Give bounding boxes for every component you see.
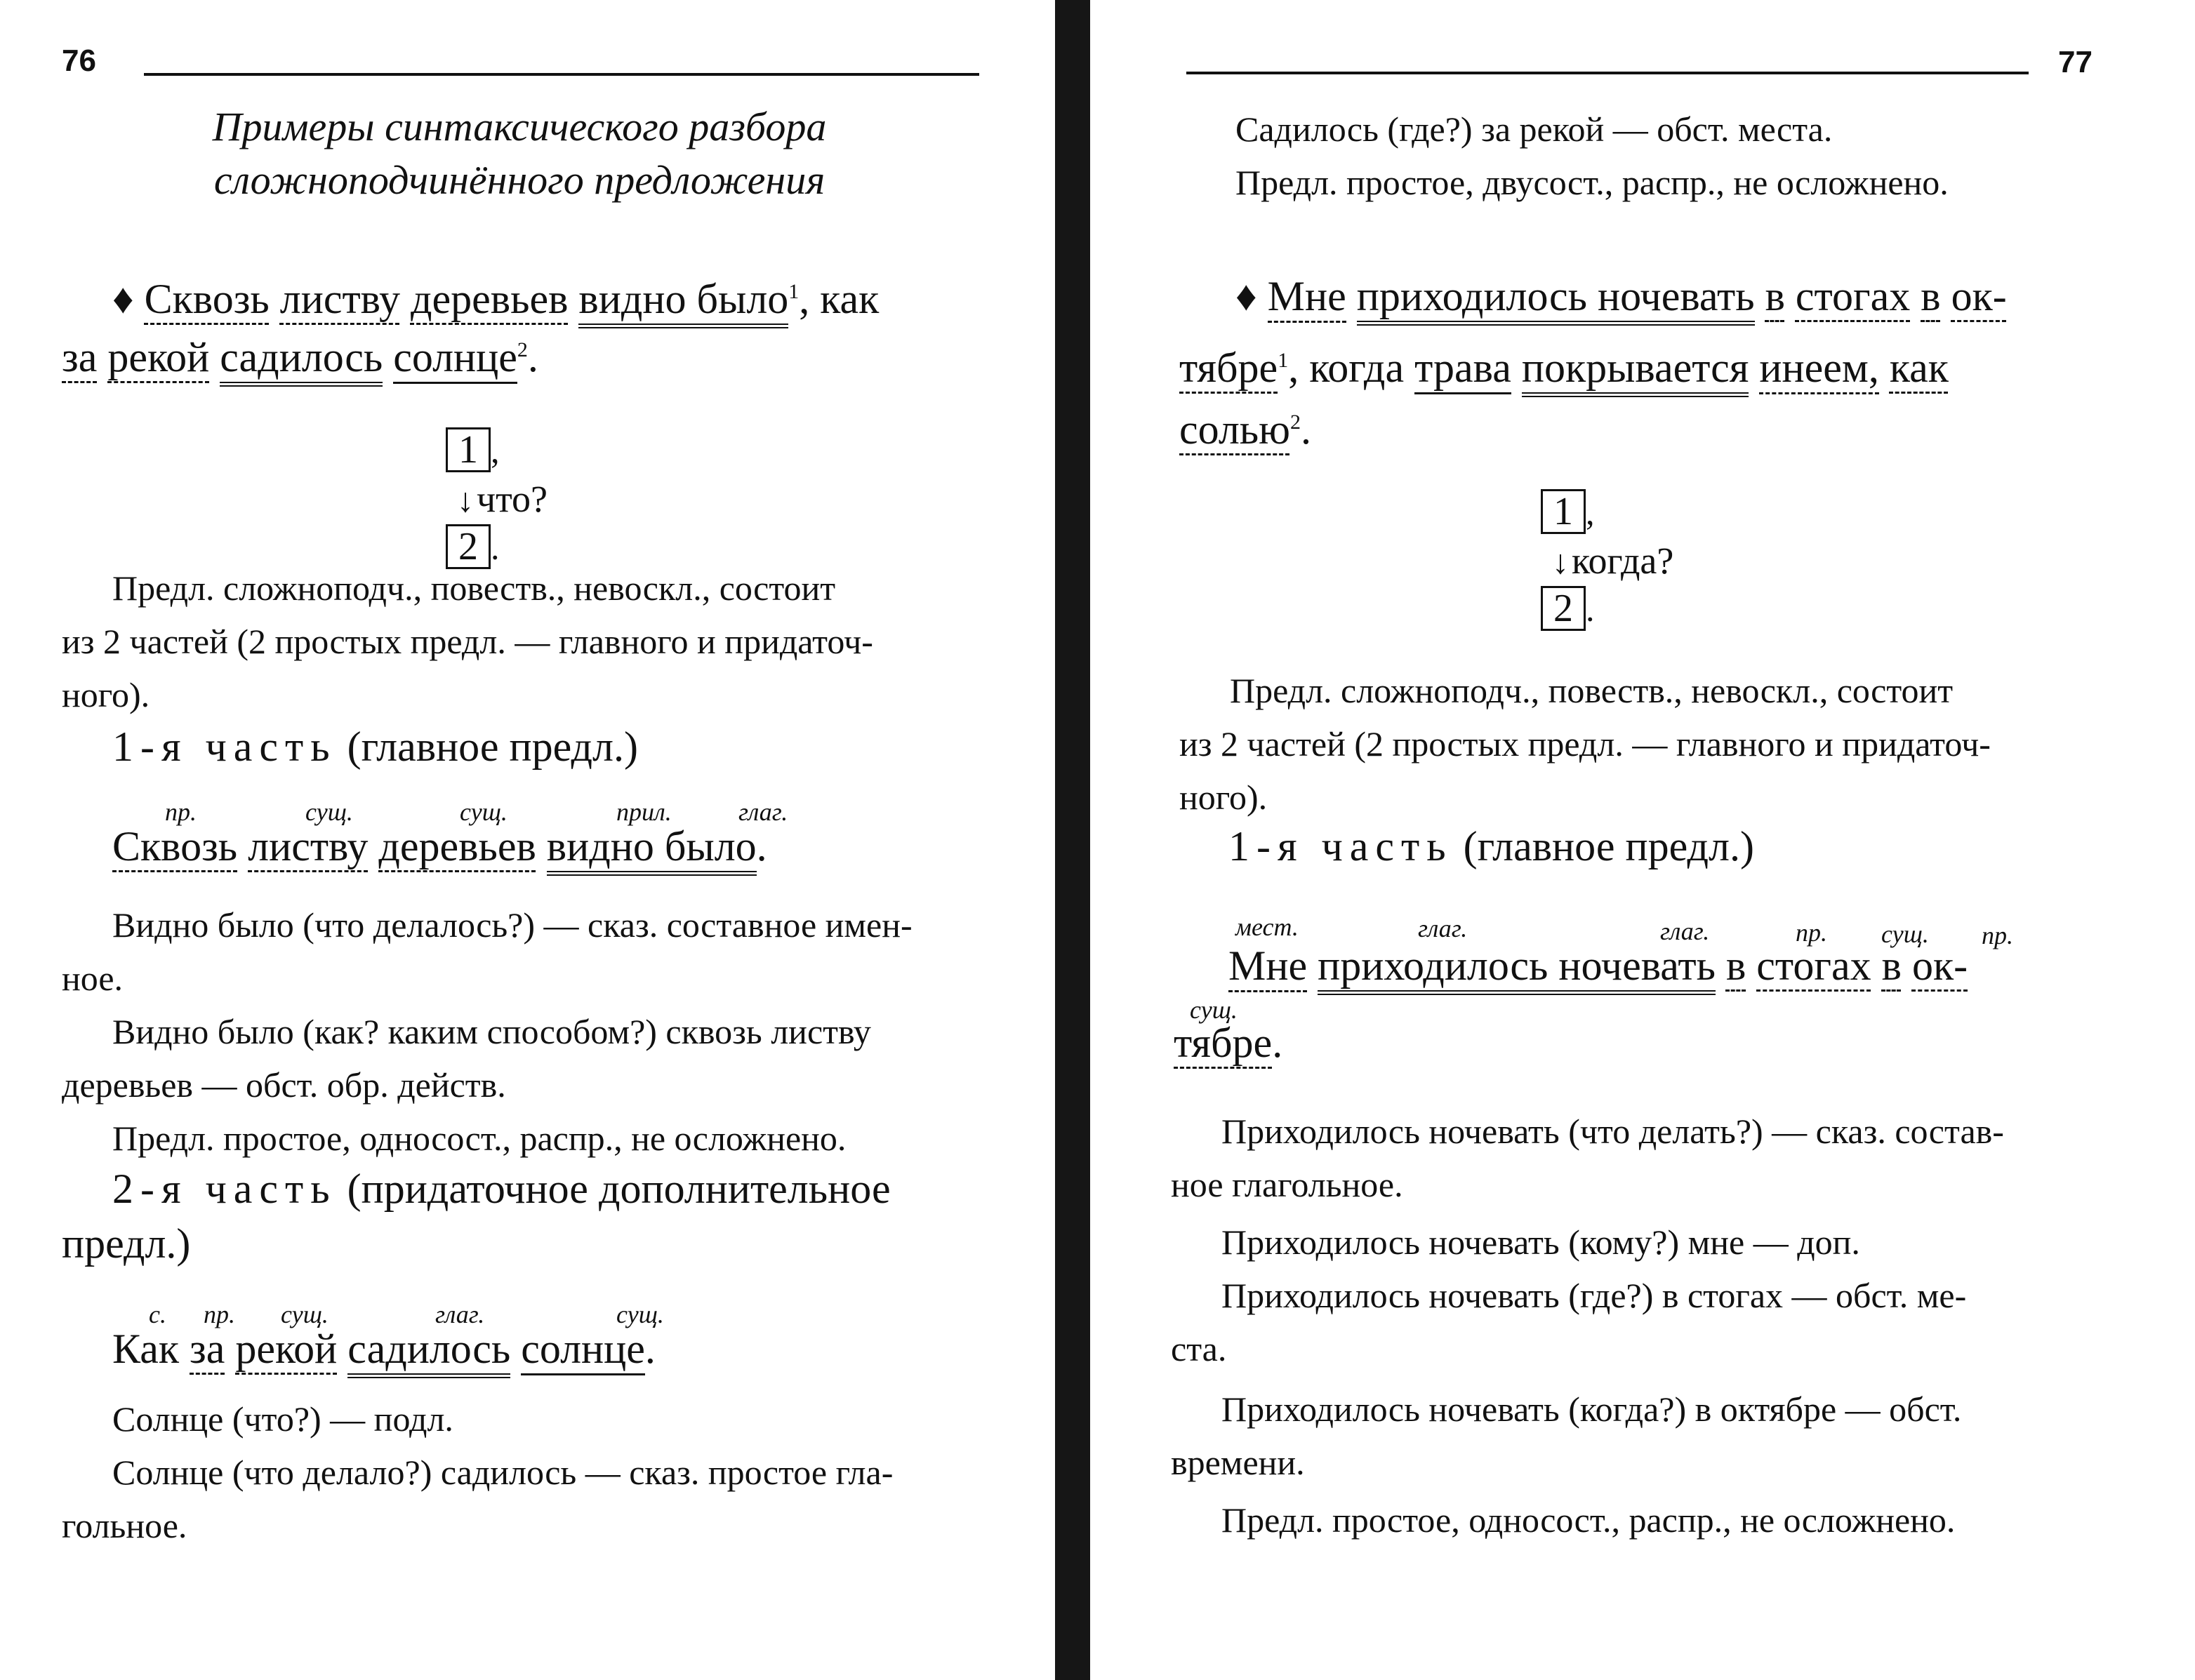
continuation-block [1235, 102, 1949, 209]
predicate: видно было [547, 823, 757, 876]
predicate: приходилось ночевать [1357, 273, 1755, 326]
text-line: Видно было (как? каким способом?) сквозь листву [112, 1012, 871, 1051]
footnote-mark: 1 [1278, 349, 1289, 372]
clause-box: 1 [446, 427, 491, 472]
text-line: из 2 частей (2 простых предл. — главного и придаточ- [62, 622, 873, 661]
text-line: ста. [1171, 1329, 1227, 1368]
text-line: Предл. простое, односост., распр., не осложнено. [112, 1119, 847, 1158]
text-line: Приходилось ночевать (кому?) мне — доп. [1221, 1222, 1860, 1262]
footnote-mark: 2 [1289, 411, 1301, 434]
word: как [1889, 345, 1949, 391]
punct: , [1586, 493, 1595, 532]
word: ок- [1911, 942, 1968, 989]
analysis-block [1171, 1105, 2004, 1547]
object: инеем, [1759, 345, 1878, 394]
word: рекой [107, 334, 210, 380]
word: , как [799, 276, 880, 322]
scheme-diagram [446, 424, 548, 574]
word: Сквозь [144, 276, 270, 322]
word: солью [1179, 406, 1290, 453]
word: стогах [1756, 942, 1871, 989]
text-line: ное. [62, 959, 124, 998]
predicate: покрывается [1522, 345, 1749, 397]
text-line: Предл. сложноподч., повеств., невоскл., состоит [112, 568, 836, 608]
punct: , [491, 431, 500, 470]
word: листву [248, 823, 369, 869]
text-line: деревьев — обст. обр. действ. [62, 1065, 506, 1105]
analysis-block [62, 1392, 893, 1552]
predicate: приходилось ночевать [1318, 942, 1716, 995]
word: Как [112, 1326, 180, 1372]
punct: . [1586, 589, 1595, 629]
title-line: сложноподчинённого предложения [213, 157, 825, 203]
text-line: ного). [62, 675, 150, 714]
word: в [1921, 273, 1941, 319]
description-block [62, 561, 873, 721]
scheme-diagram [1541, 486, 1673, 636]
text-line: Приходилось ночевать (что делать?) — сказ. состав- [1221, 1112, 2004, 1151]
heading-spaced: 1-я часть [1228, 823, 1453, 869]
word: за [62, 334, 98, 380]
text-line: Предл. простое, двусост., распр., не осложнено. [1235, 163, 1949, 202]
heading-rest: (главное предл.) [347, 724, 638, 770]
bullet-icon: ♦ [1235, 273, 1257, 319]
pos-label: пр. [165, 798, 197, 826]
word: за [190, 1326, 225, 1372]
footnote-mark: 2 [517, 338, 528, 361]
pos-label: пр. [1982, 921, 2013, 949]
text-line: из 2 частей (2 простых предл. — главного и придаточ- [1179, 724, 1991, 764]
clause-box: 2 [1541, 586, 1586, 631]
example-sentence-1 [112, 275, 879, 324]
pos-label: сущ. [1190, 996, 1238, 1024]
text-line: гольное. [62, 1506, 187, 1545]
punct: . [491, 528, 500, 567]
arrow-down-icon: ↓ [457, 482, 474, 519]
pos-label: сущ. [281, 1300, 329, 1328]
clause-box: 2 [446, 524, 491, 569]
right-page [1095, 0, 2195, 1680]
word: , когда [1288, 345, 1405, 391]
pos-label: сущ. [616, 1300, 664, 1328]
text-line: Солнце (что делало?) садилось — сказ. простое гла- [112, 1453, 894, 1492]
text-line: Садилось (где?) за рекой — обст. места. [1235, 109, 1833, 149]
part-heading [112, 723, 638, 771]
word: листву [279, 276, 400, 322]
text-line: времени. [1171, 1443, 1305, 1482]
predicate: садилось [347, 1326, 510, 1378]
example-sentence-2-line2 [1179, 344, 1949, 392]
pos-label: глаг. [435, 1300, 485, 1328]
word: тябре [1174, 1020, 1273, 1066]
example-sentence-1-line2 [62, 333, 538, 382]
pos-label: сущ. [460, 798, 508, 826]
text-line: Солнце (что?) — подл. [112, 1399, 453, 1439]
heading-rest: предл.) [62, 1220, 191, 1267]
footnote-mark: 1 [788, 280, 800, 303]
object: Мне [1228, 942, 1307, 992]
subject: солнце [521, 1326, 645, 1375]
punct: . [527, 334, 538, 380]
word: Сквозь [112, 823, 238, 869]
word: в [1765, 273, 1785, 319]
part-heading [1228, 822, 1754, 871]
predicate: садилось [220, 334, 383, 387]
pos-label: глаг. [738, 798, 788, 826]
word: в [1725, 942, 1746, 989]
punct: . [1272, 1020, 1283, 1066]
title-line: Примеры синтаксического разбора [212, 104, 827, 149]
predicate: видно было [578, 276, 788, 328]
pos-label: сущ. [1881, 920, 1929, 948]
pos-label: глаг. [1418, 914, 1468, 942]
part-heading [112, 1165, 891, 1213]
word: ок- [1951, 273, 2007, 319]
text-line: Предл. сложноподч., повеств., невоскл., состоит [1230, 671, 1954, 710]
heading-spaced: 2-я часть [112, 1166, 337, 1212]
pos-label: с. [149, 1300, 166, 1328]
analysis-block [62, 898, 913, 1165]
word: деревьев [410, 276, 569, 322]
text-line: Видно было (что делалось?) — сказ. составное имен- [112, 905, 913, 945]
header-rule [1186, 72, 2029, 74]
word: в [1881, 942, 1902, 989]
pos-label: мест. [1235, 913, 1299, 941]
punct: . [644, 1326, 656, 1372]
word: деревьев [378, 823, 536, 869]
section-title [63, 100, 976, 207]
heading-spaced: 1-я часть [112, 724, 337, 770]
page-number: 77 [2058, 45, 2093, 79]
subject: трава [1414, 345, 1511, 394]
parsed-sentence-line2 [1174, 1019, 1282, 1067]
heading-rest: (главное предл.) [1463, 823, 1754, 869]
subject: солнце [393, 334, 517, 384]
clause-box: 1 [1541, 489, 1586, 534]
pos-label: пр. [1796, 919, 1827, 947]
parsed-sentence [112, 1325, 656, 1373]
book-spine [1055, 0, 1090, 1680]
word: рекой [235, 1326, 338, 1372]
text-line: Приходилось ночевать (где?) в стогах — обст. ме- [1221, 1276, 1967, 1315]
parsed-sentence [1228, 942, 1968, 990]
text-line: ного). [1179, 778, 1268, 817]
pos-label: пр. [204, 1300, 235, 1328]
scheme-question: что? [477, 478, 548, 520]
text-line: Приходилось ночевать (когда?) в октябре — обст. [1221, 1389, 1962, 1429]
heading-rest: (придаточное дополнительное [347, 1166, 891, 1212]
text-line: Предл. простое, односост., распр., не осложнено. [1221, 1500, 1956, 1540]
scheme-question: когда? [1572, 540, 1674, 582]
example-sentence-2-line3 [1179, 406, 1311, 454]
pos-label: прил. [616, 798, 672, 826]
page-number: 76 [62, 44, 96, 78]
pos-label: глаг. [1660, 917, 1710, 945]
arrow-down-icon: ↓ [1552, 544, 1569, 581]
header-rule [144, 73, 979, 76]
word: стогах [1795, 273, 1911, 319]
punct: . [756, 823, 767, 869]
punct: . [1300, 406, 1311, 453]
text-line: ное глагольное. [1171, 1165, 1403, 1204]
object: Мне [1268, 273, 1346, 323]
left-page [0, 0, 1053, 1680]
word: тябре [1179, 345, 1278, 391]
parsed-sentence [112, 822, 767, 871]
example-sentence-2 [1235, 272, 2007, 321]
bullet-icon: ♦ [112, 276, 134, 322]
description-block [1179, 664, 1991, 824]
pos-label: сущ. [305, 798, 353, 826]
